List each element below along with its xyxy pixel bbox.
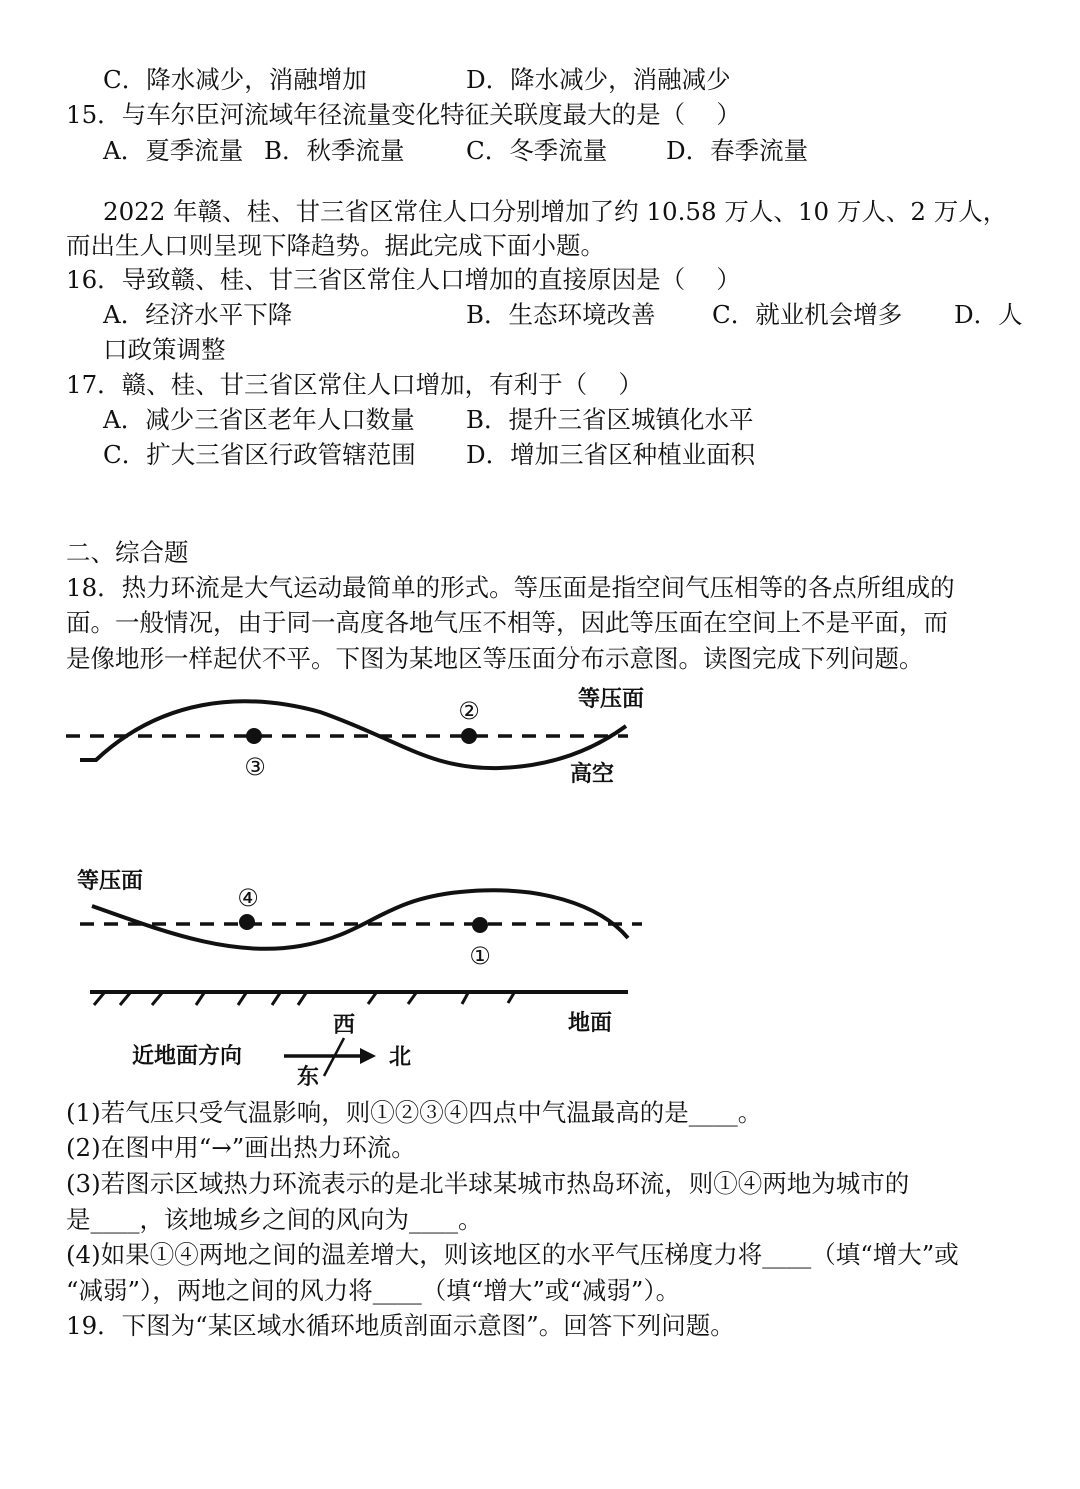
- point-3-dot: [246, 728, 262, 744]
- q18-sub-2: (2)在图中用“→”画出热力环流。: [66, 1133, 416, 1162]
- q18-line-3: 是像地形一样起伏不平。下图为某地区等压面分布示意图。读图完成下列问题。: [66, 644, 924, 673]
- ground-hatching: [94, 993, 514, 1005]
- q14-option-d: D．降水减少，消融减少: [466, 65, 731, 94]
- q18-sub-3-line-1: (3)若图示区域热力环流表示的是北半球某城市热岛环流，则①④两地为城市的: [66, 1169, 910, 1198]
- east-label: 东: [297, 1065, 320, 1090]
- q17-option-c: C．扩大三省区行政管辖范围: [103, 440, 416, 469]
- q14-option-c: C．降水减少，消融增加: [103, 65, 367, 94]
- lower-isobar-curve: [92, 890, 628, 949]
- section-title: 二、综合题: [66, 538, 189, 567]
- point-2-dot: [461, 728, 477, 744]
- q17-option-a: A．减少三省区老年人口数量: [103, 405, 415, 434]
- q17-stem: 17．赣、桂、甘三省区常住人口增加，有利于（ ）: [66, 370, 643, 399]
- q15-option-c: C．冬季流量: [466, 136, 608, 165]
- direction-caption: 近地面方向: [132, 1044, 243, 1069]
- q18-sub-4-line-1: (4)如果①④两地之间的温差增大，则该地区的水平气压梯度力将____（填“增大”或: [66, 1240, 959, 1269]
- q18-sub-1: (1)若气压只受气温影响，则①②③④四点中气温最高的是____。: [66, 1098, 763, 1127]
- q15-option-d: D．春季流量: [666, 136, 809, 165]
- q16-option-c: C．就业机会增多: [712, 300, 903, 329]
- point-4-label: ④: [237, 884, 259, 912]
- point-1-dot: [472, 917, 488, 933]
- upper-isobar-curve: [80, 701, 626, 768]
- north-arrow-icon: [360, 1048, 376, 1064]
- west-label: 西: [333, 1013, 356, 1038]
- point-1-label: ①: [469, 942, 491, 970]
- q17-option-d: D．增加三省区种植业面积: [466, 440, 756, 469]
- point-2-label: ②: [458, 697, 480, 725]
- q17-option-b: B．提升三省区城镇化水平: [466, 405, 754, 434]
- q18-sub-3-line-2: 是____，该地城乡之间的风向为____。: [66, 1205, 483, 1234]
- q18-sub-4-line-2: “减弱”），两地之间的风力将____（填“增大”或“减弱”）。: [66, 1276, 681, 1305]
- q15-option-b: B．秋季流量: [264, 136, 405, 165]
- passage-line-2: 而出生人口则呈现下降趋势。据此完成下面小题。: [66, 231, 605, 260]
- point-4-dot: [239, 914, 255, 930]
- q18-line-1: 18．热力环流是大气运动最简单的形式。等压面是指空间气压相等的各点所组成的: [66, 573, 955, 602]
- q16-option-b: B．生态环境改善: [466, 300, 656, 329]
- q15-option-a: A．夏季流量: [103, 136, 244, 165]
- q16-stem: 16．导致赣、桂、甘三省区常住人口增加的直接原因是（ ）: [66, 265, 741, 294]
- q16-option-a: A．经济水平下降: [103, 300, 293, 329]
- q18-line-2: 面。一般情况，由于同一高度各地气压不相等，因此等压面在空间上不是平面，而: [66, 608, 948, 637]
- q15-stem: 15．与车尔臣河流域年径流量变化特征关联度最大的是（ ）: [66, 100, 741, 129]
- lower-isobar-label: 等压面: [77, 869, 144, 894]
- north-label: 北: [389, 1045, 412, 1070]
- q16-option-d-part2: 口政策调整: [103, 335, 226, 364]
- point-3-label: ③: [244, 753, 266, 781]
- q19-stem: 19．下图为“某区域水循环地质剖面示意图”。回答下列问题。: [66, 1311, 735, 1340]
- q16-option-d-part1: D．人: [954, 300, 1023, 329]
- upper-isobar-label: 等压面: [578, 687, 645, 712]
- ground-label: 地面: [568, 1011, 613, 1036]
- passage-line-1: 2022 年赣、桂、甘三省区常住人口分别增加了约 10.58 万人、10 万人、2 万人，: [103, 197, 1008, 226]
- upper-level-label: 高空: [570, 762, 615, 787]
